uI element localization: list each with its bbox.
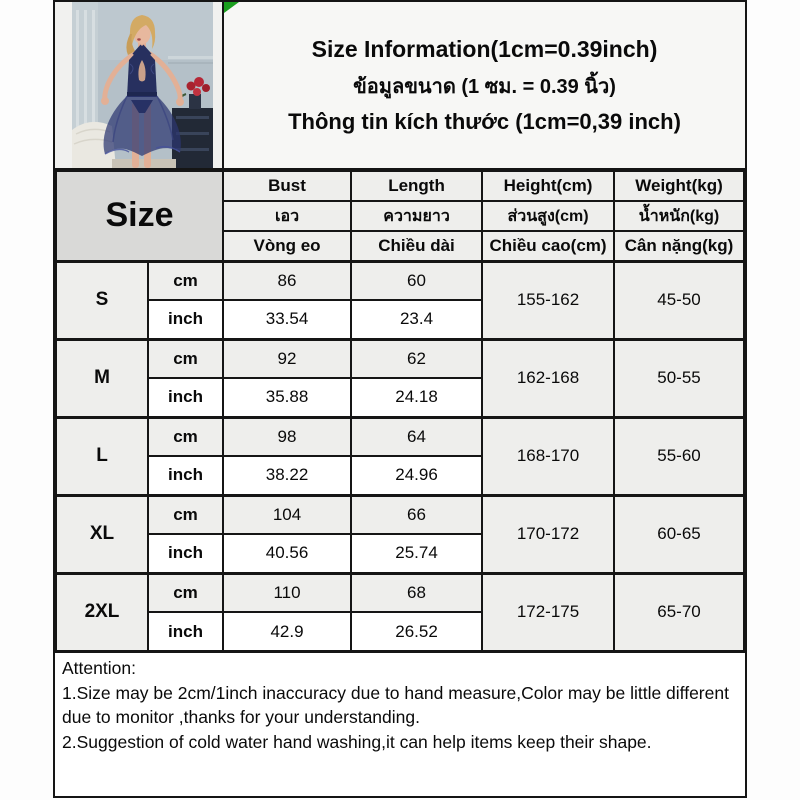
product-photo: [72, 2, 213, 168]
header-row-english: [56, 171, 744, 201]
unit-inch-cell: inch: [148, 378, 223, 417]
height-range-cell: 172-175: [482, 573, 614, 651]
height-range-cell: 155-162: [482, 261, 614, 339]
col-header-bust-th: เอว: [223, 201, 351, 231]
length-inch-cell: 25.74: [351, 534, 482, 573]
table-row-m-cm: [56, 339, 744, 378]
length-inch-cell: 26.52: [351, 612, 482, 651]
size-table: [55, 170, 745, 652]
size-label-2xl: 2XL: [56, 573, 148, 651]
table-row-xl-cm: [56, 495, 744, 534]
weight-range-cell: 45-50: [614, 261, 744, 339]
col-header-weight-en: Weight(kg): [614, 171, 744, 201]
table-row-l-cm: [56, 417, 744, 456]
col-header-weight-th: น้ำหนัก(kg): [614, 201, 744, 231]
table-row-s-cm: [56, 261, 744, 300]
length-cm-cell: 66: [351, 495, 482, 534]
length-cm-cell: 64: [351, 417, 482, 456]
bust-inch-cell: 42.9: [223, 612, 351, 651]
col-header-length-en: Length: [351, 171, 482, 201]
bust-cm-cell: 98: [223, 417, 351, 456]
bust-inch-cell: 35.88: [223, 378, 351, 417]
attention-note-1: 1.Size may be 2cm/1inch inaccuracy due to hand measure,Color may be little different due to monitor ,thanks for your understanding.: [62, 682, 729, 727]
attention-heading: Attention:: [62, 658, 136, 678]
weight-range-cell: 60-65: [614, 495, 744, 573]
weight-range-cell: 50-55: [614, 339, 744, 417]
length-cm-cell: 68: [351, 573, 482, 612]
size-label-s: S: [56, 261, 148, 339]
title-thai: ข้อมูลขนาด (1 ซม. = 0.39 นิ้ว): [353, 75, 616, 98]
unit-cm-cell: cm: [148, 495, 223, 534]
length-cm-cell: 62: [351, 339, 482, 378]
unit-cm-cell: cm: [148, 261, 223, 300]
bust-inch-cell: 33.54: [223, 300, 351, 339]
title-english: Size Information(1cm=0.39inch): [311, 35, 658, 62]
col-header-height-en: Height(cm): [482, 171, 614, 201]
size-label-l: L: [56, 417, 148, 495]
height-range-cell: 168-170: [482, 417, 614, 495]
height-range-cell: 162-168: [482, 339, 614, 417]
unit-cm-cell: cm: [148, 573, 223, 612]
length-inch-cell: 24.96: [351, 456, 482, 495]
unit-inch-cell: inch: [148, 300, 223, 339]
col-header-bust-vi: Vòng eo: [223, 231, 351, 261]
photo-zone: [55, 2, 222, 168]
green-corner-marker-icon: [224, 2, 239, 13]
table-row-2xl-cm: [56, 573, 744, 612]
unit-cm-cell: cm: [148, 339, 223, 378]
top-section: [55, 2, 745, 170]
size-label-xl: XL: [56, 495, 148, 573]
bust-cm-cell: 104: [223, 495, 351, 534]
bust-inch-cell: 40.56: [223, 534, 351, 573]
size-chart-sheet: [53, 0, 747, 798]
size-column-header: Size: [56, 171, 223, 261]
height-range-cell: 170-172: [482, 495, 614, 573]
col-header-height-vi: Chiều cao(cm): [482, 231, 614, 261]
attention-section: [55, 652, 745, 798]
unit-inch-cell: inch: [148, 612, 223, 651]
length-inch-cell: 23.4: [351, 300, 482, 339]
unit-inch-cell: inch: [148, 456, 223, 495]
bust-cm-cell: 110: [223, 573, 351, 612]
size-label-m: M: [56, 339, 148, 417]
col-header-weight-vi: Cân nặng(kg): [614, 231, 744, 261]
weight-range-cell: 55-60: [614, 417, 744, 495]
bust-cm-cell: 92: [223, 339, 351, 378]
title-box: [222, 2, 745, 168]
col-header-length-th: ความยาว: [351, 201, 482, 231]
length-inch-cell: 24.18: [351, 378, 482, 417]
col-header-bust-en: Bust: [223, 171, 351, 201]
col-header-height-th: ส่วนสูง(cm): [482, 201, 614, 231]
attention-note-2: 2.Suggestion of cold water hand washing,it can help items keep their shape.: [62, 731, 652, 752]
unit-cm-cell: cm: [148, 417, 223, 456]
col-header-length-vi: Chiều dài: [351, 231, 482, 261]
unit-inch-cell: inch: [148, 534, 223, 573]
title-vietnamese: Thông tin kích thước (1cm=0,39 inch): [288, 108, 681, 134]
length-cm-cell: 60: [351, 261, 482, 300]
weight-range-cell: 65-70: [614, 573, 744, 651]
bust-inch-cell: 38.22: [223, 456, 351, 495]
bust-cm-cell: 86: [223, 261, 351, 300]
